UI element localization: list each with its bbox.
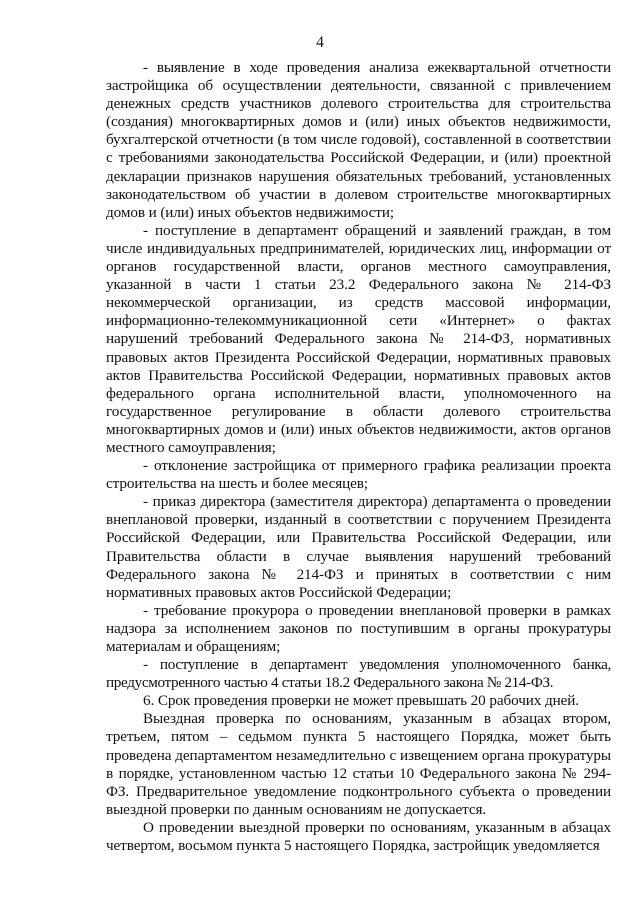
document-body: [106, 59, 611, 855]
paragraph-field-inspection-notification: О проведении выездной проверки по основаниям, указанным в абзацах четвертом, восьмом пункта 5 настоящего Порядка, застройщик уведомляется: [106, 818, 611, 855]
paragraph-inspection-term: 6. Срок проведения проверки не может превышать 20 рабочих дней.: [143, 692, 579, 710]
page-number: 4: [316, 34, 324, 51]
paragraph-quarterly-reporting-violation: - выявление в ходе проведения анализа ежеквартальной отчетности застройщика об осуществлении деятельности, связанной с привлечением денежных средств участников долевого строительства для строительства (создания) многоквартирных домов и (или) иных объектов недвижимости, бухгалтерской отчетности (в том числе годовой), составленной в соответствии с требованиями законодательства Российской Федерации, и (или) проектной декларации признаков нарушения обязательных требований, установленных законодательством об участии в долевом строительстве многоквартирных домов и (или) иных объектов недвижимости;: [106, 59, 611, 221]
paragraph-field-inspection-immediate: Выездная проверка по основаниям, указанным в абзацах втором, третьем, пятом – седьмом пункта 5 настоящего Порядка, может быть проведена департаментом незамедлительно с извещением органа прокуратуры в порядке, установленном частью 12 статьи 10 Федерального закона № 294-ФЗ. Предварительное уведомление подконтрольного субъекта о проведении выездной проверки по данным основаниям не допускается.: [106, 710, 611, 818]
paragraph-prosecutor-demand: - требование прокурора о проведении внеплановой проверки в рамках надзора за исполнением законов по поступившим в органы прокуратуры материалам и обращениям;: [106, 601, 611, 655]
paragraph-director-order: - приказ директора (заместителя директора) департамента о проведении внеплановой проверки, изданный в соответствии с поручением Президента Российской Федерации, или Правительства Российской Федерации, или Правительства области в случае выявления нарушений требований Федерального закона № 214-ФЗ и принятых в соответствии с ним нормативных правовых актов Российской Федерации;: [106, 493, 611, 601]
paragraph-bank-notification: - поступление в департамент уведомления уполномоченного банка, предусмотренного частью 4 статьи 18.2 Федерального закона № 214-ФЗ.: [106, 656, 611, 692]
paragraph-citizen-appeals: - поступление в департамент обращений и заявлений граждан, в том числе индивидуальных предпринимателей, юридических лиц, информации от органов государственной власти, органов местного самоуправления, указанной в части 1 статьи 23.2 Федерального закона № 214-ФЗ некоммерческой организации, из средств массовой информации, информационно-телекоммуникационной сети «Интернет» о фактах нарушений требований Федерального закона № 214-ФЗ, нормативных правовых актов Президента Российской Федерации, нормативных правовых актов Правительства Российской Федерации, нормативных правовых актов федерального органа исполнительной власти, уполномоченного на государственное регулирование в области долевого строительства многоквартирных домов и (или) иных объектов недвижимости, актов органов местного самоуправления;: [106, 221, 611, 456]
paragraph-schedule-deviation: - отклонение застройщика от примерного графика реализации проекта строительства на шесть и более месяцев;: [106, 457, 611, 493]
